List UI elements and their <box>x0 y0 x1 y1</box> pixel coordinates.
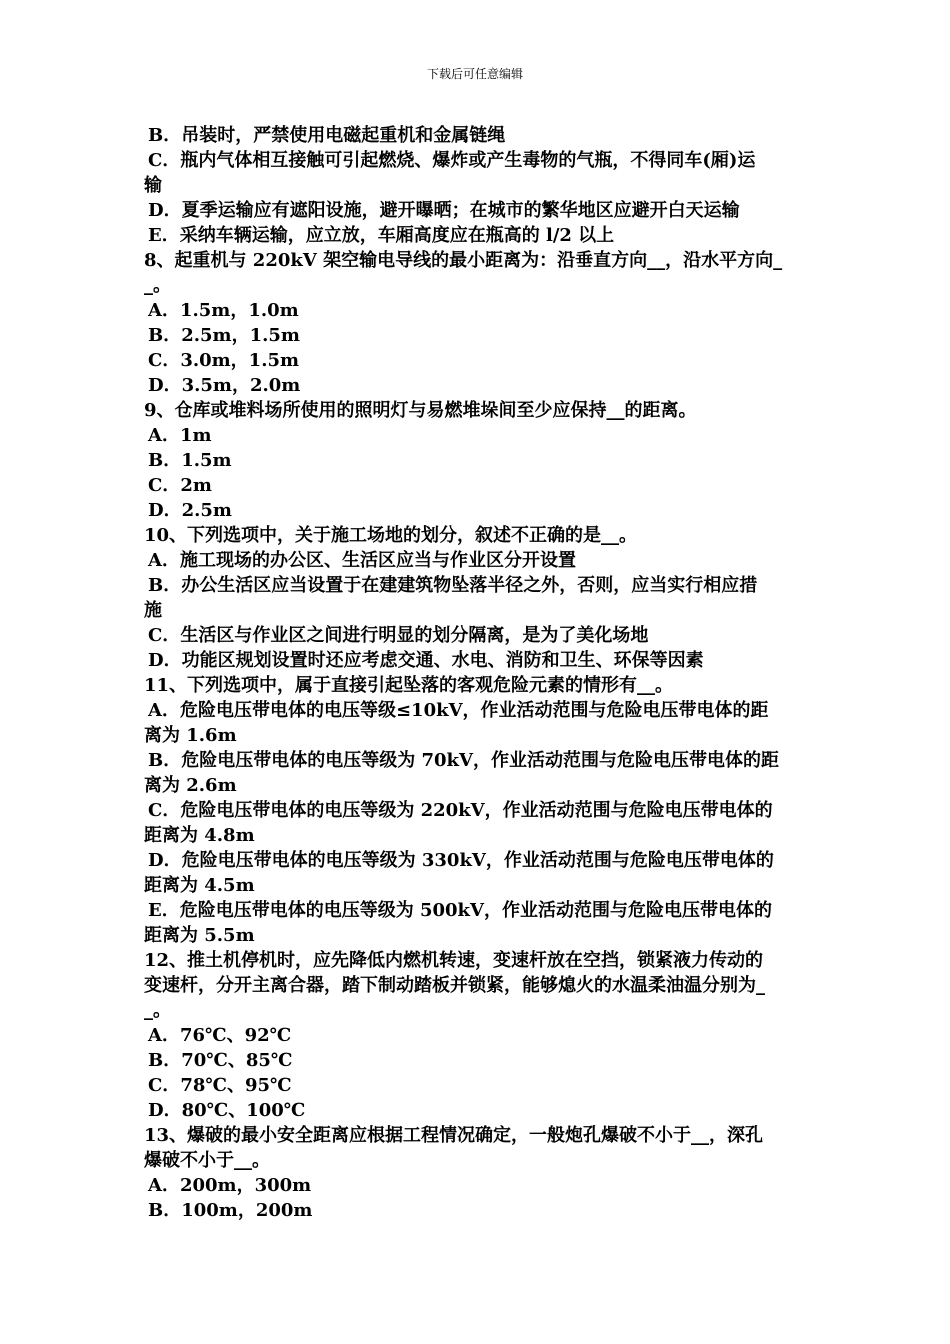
question-text-line: 13、爆破的最小安全距离应根据工程情况确定，一般炮孔爆破不小于__，深孔 <box>144 1125 764 1146</box>
answer-option-line: D．夏季运输应有遮阳设施，避开曝晒；在城市的繁华地区应避开白天运输 <box>148 200 740 221</box>
answer-option-line: B．100m，200m <box>148 1200 313 1221</box>
question-text-line: 施 <box>144 600 162 621</box>
question-text-line: 爆破不小于__。 <box>144 1150 270 1171</box>
page-header: 下载后可任意编辑 <box>426 67 523 81</box>
question-text-line: 11、下列选项中，属于直接引起坠落的客观危险元素的情形有__。 <box>144 675 674 696</box>
answer-option-line: B．吊装时，严禁使用电磁起重机和金属链绳 <box>148 125 506 146</box>
question-text-line: 12、推土机停机时，应先降低内燃机转速，变速杆放在空挡，锁紧液力传动的 <box>144 950 764 971</box>
question-text-line: 10、下列选项中，关于施工场地的划分，叙述不正确的是__。 <box>144 525 638 546</box>
answer-option-line: A．76℃、92℃ <box>148 1025 292 1046</box>
question-text-line: 距离为 4.5m <box>144 875 255 896</box>
answer-option-line: C．生活区与作业区之间进行明显的划分隔离，是为了美化场地 <box>148 625 649 646</box>
question-text-line: _。 <box>144 1000 171 1021</box>
answer-option-line: B．危险电压带电体的电压等级为 70kV，作业活动范围与危险电压带电体的距 <box>148 750 779 771</box>
answer-option-line: D．功能区规划设置时还应考虑交通、水电、消防和卫生、环保等因素 <box>148 650 704 671</box>
answer-option-line: C．2m <box>148 475 212 496</box>
answer-option-line: B．2.5m，1.5m <box>148 325 300 346</box>
answer-option-line: A．1.5m，1.0m <box>148 300 299 321</box>
answer-option-line: D．80℃、100℃ <box>148 1100 306 1121</box>
answer-option-line: D．危险电压带电体的电压等级为 330kV，作业活动范围与危险电压带电体的 <box>148 850 774 871</box>
answer-option-line: A．200m，300m <box>148 1175 312 1196</box>
question-text-line: 距离为 4.8m <box>144 825 255 846</box>
question-text-line: 距离为 5.5m <box>144 925 255 946</box>
answer-option-line: C．瓶内气体相互接触可引起燃烧、爆炸或产生毒物的气瓶，不得同车(厢)运 <box>148 150 756 171</box>
answer-option-line: A．危险电压带电体的电压等级≤10kV，作业活动范围与危险电压带电体的距 <box>148 700 769 721</box>
question-text-line: _。 <box>144 275 171 296</box>
answer-option-line: B．1.5m <box>148 450 232 471</box>
question-text-line: 输 <box>144 175 162 196</box>
answer-option-line: D．2.5m <box>148 500 232 521</box>
question-text-line: 变速杆，分开主离合器，踏下制动踏板并锁紧，能够熄火的水温柔油温分别为_ <box>144 975 765 996</box>
answer-option-line: B．办公生活区应当设置于在建建筑物坠落半径之外，否则，应当实行相应措 <box>148 575 758 596</box>
answer-option-line: C．3.0m，1.5m <box>148 350 300 371</box>
question-text-line: 离为 1.6m <box>144 725 237 746</box>
answer-option-line: E．危险电压带电体的电压等级为 500kV，作业活动范围与危险电压带电体的 <box>148 900 772 921</box>
question-text-line: 8、起重机与 220kV 架空输电导线的最小距离为：沿垂直方向__，沿水平方向_ <box>144 250 783 271</box>
answer-option-line: C．危险电压带电体的电压等级为 220kV，作业活动范围与危险电压带电体的 <box>148 800 773 821</box>
answer-option-line: C．78℃、95℃ <box>148 1075 292 1096</box>
question-text-line: 离为 2.6m <box>144 775 237 796</box>
answer-option-line: B．70℃、85℃ <box>148 1050 293 1071</box>
document-body <box>144 123 808 1223</box>
question-text-line: 9、仓库或堆料场所使用的照明灯与易燃堆垛间至少应保持__的距离。 <box>144 400 697 421</box>
answer-option-line: A．施工现场的办公区、生活区应当与作业区分开设置 <box>148 550 576 571</box>
answer-option-line: E．采纳车辆运输，应立放，车厢高度应在瓶高的 l/2 以上 <box>148 225 615 246</box>
answer-option-line: D．3.5m，2.0m <box>148 375 301 396</box>
answer-option-line: A．1m <box>148 425 212 446</box>
